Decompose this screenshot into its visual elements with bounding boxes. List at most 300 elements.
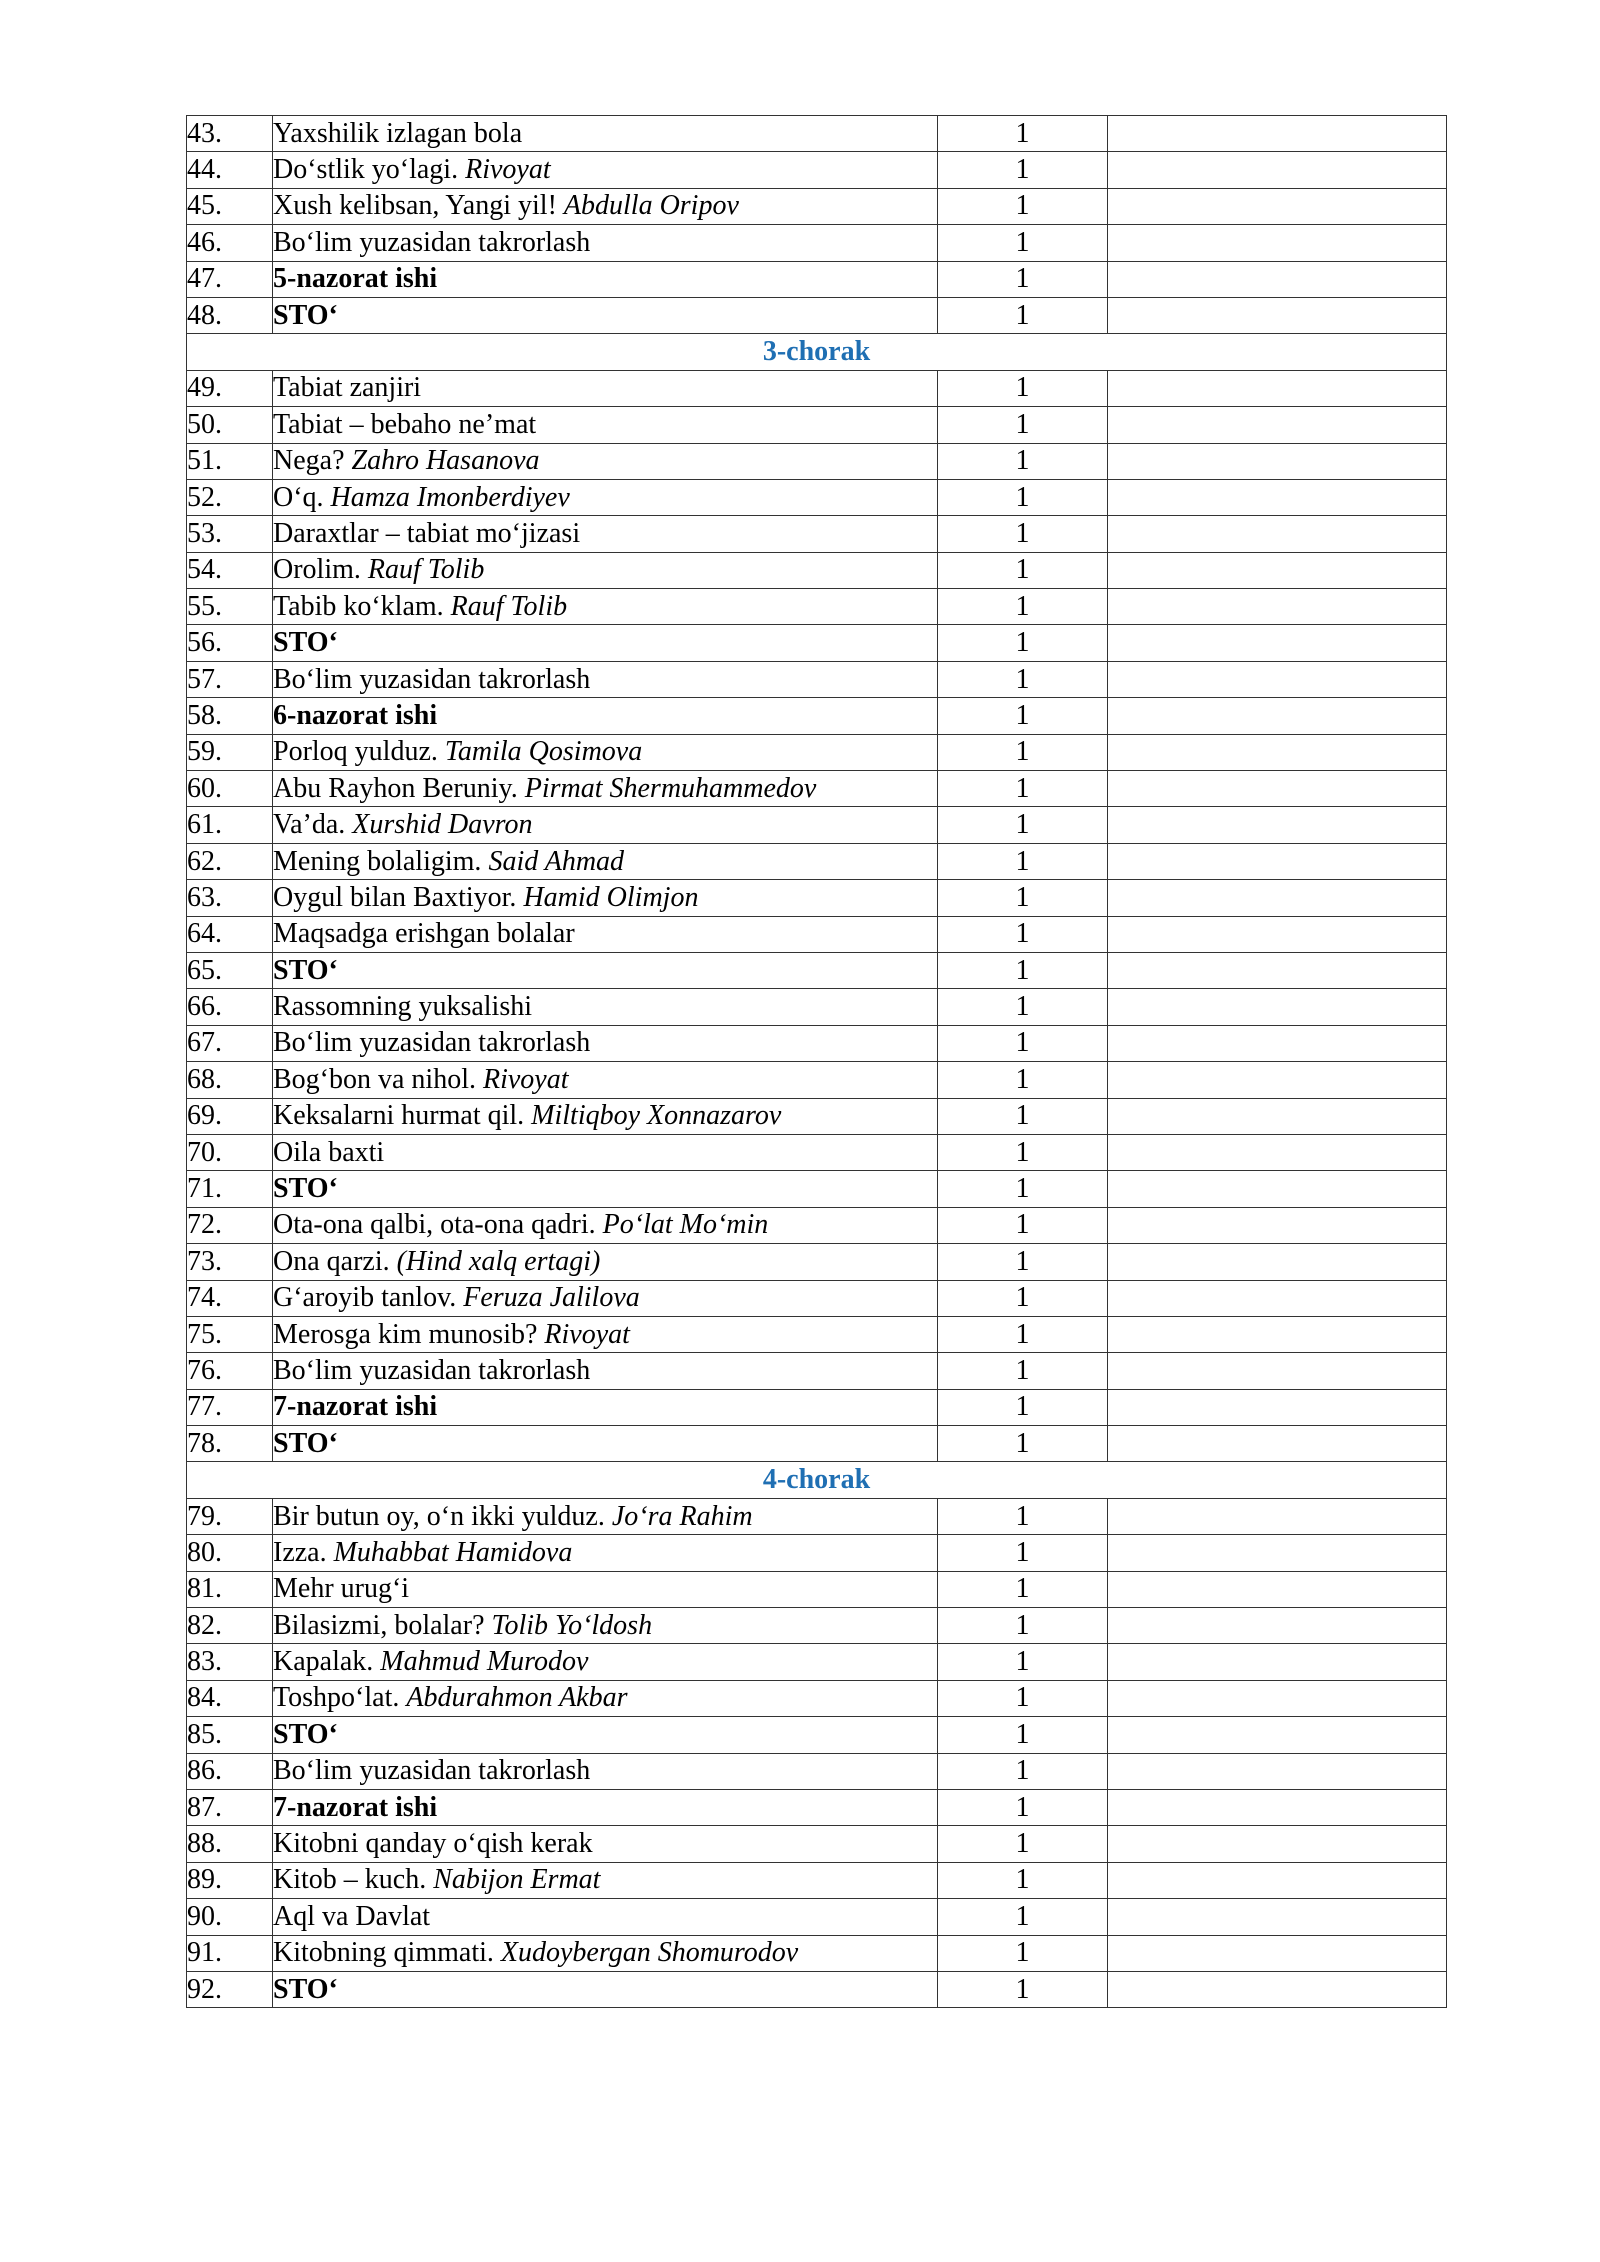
lesson-topic	[273, 843, 938, 879]
lesson-hours: 1	[938, 1426, 1108, 1462]
lesson-title: Kapalak.	[273, 1646, 374, 1678]
lesson-hours: 1	[938, 771, 1108, 807]
table-row	[187, 916, 1447, 952]
lesson-date-cell	[1108, 1862, 1447, 1898]
table-row	[187, 1244, 1447, 1280]
lesson-hours: 1	[938, 1280, 1108, 1316]
lesson-date-cell	[1108, 116, 1447, 152]
lesson-hours: 1	[938, 261, 1108, 297]
lesson-date-cell	[1108, 952, 1447, 988]
lesson-date-cell	[1108, 698, 1447, 734]
lesson-title: 7-nazorat ishi	[273, 1391, 438, 1423]
lesson-hours: 1	[938, 1025, 1108, 1061]
lesson-topic	[273, 698, 938, 734]
lesson-topic	[273, 1644, 938, 1680]
lesson-title: Bo‘lim yuzasidan takrorlash	[273, 226, 591, 258]
lesson-hours: 1	[938, 1062, 1108, 1098]
lesson-title: Daraxtlar – tabiat mo‘jizasi	[273, 517, 581, 549]
lesson-hours: 1	[938, 1899, 1108, 1935]
lesson-number: 75.	[187, 1316, 273, 1352]
lesson-hours: 1	[938, 916, 1108, 952]
lesson-number: 46.	[187, 225, 273, 261]
lesson-number: 50.	[187, 407, 273, 443]
lesson-title: Oygul bilan Baxtiyor.	[273, 881, 517, 913]
lesson-hours: 1	[938, 1171, 1108, 1207]
lesson-topic	[273, 589, 938, 625]
lesson-number: 45.	[187, 188, 273, 224]
lesson-topic	[273, 1789, 938, 1825]
lesson-author: Feruza Jalilova	[463, 1282, 640, 1314]
lesson-hours: 1	[938, 370, 1108, 406]
lesson-number: 60.	[187, 771, 273, 807]
lesson-plan-body	[187, 116, 1447, 2008]
table-row	[187, 698, 1447, 734]
table-row	[187, 1935, 1447, 1971]
lesson-number: 72.	[187, 1207, 273, 1243]
lesson-topic	[273, 1171, 938, 1207]
lesson-date-cell	[1108, 1935, 1447, 1971]
lesson-hours: 1	[938, 116, 1108, 152]
lesson-title: Nega?	[273, 445, 345, 477]
lesson-title: O‘q.	[273, 481, 324, 513]
lesson-topic	[273, 1571, 938, 1607]
lesson-topic	[273, 1862, 938, 1898]
lesson-title: Rassomning yuksalishi	[273, 991, 533, 1023]
lesson-topic	[273, 1025, 938, 1061]
lesson-topic	[273, 1280, 938, 1316]
lesson-hours: 1	[938, 479, 1108, 515]
table-row	[187, 407, 1447, 443]
table-row	[187, 370, 1447, 406]
lesson-author: Said Ahmad	[488, 845, 625, 877]
lesson-date-cell	[1108, 225, 1447, 261]
lesson-topic	[273, 297, 938, 333]
table-row	[187, 989, 1447, 1025]
lesson-date-cell	[1108, 771, 1447, 807]
table-row	[187, 807, 1447, 843]
table-row	[187, 1717, 1447, 1753]
lesson-title: 6-nazorat ishi	[273, 699, 438, 731]
lesson-author: Rauf Tolib	[450, 590, 568, 622]
lesson-date-cell	[1108, 516, 1447, 552]
lesson-date-cell	[1108, 734, 1447, 770]
table-row	[187, 625, 1447, 661]
lesson-date-cell	[1108, 1899, 1447, 1935]
lesson-author: Rivoyat	[483, 1063, 569, 1095]
lesson-title: Toshpo‘lat.	[273, 1682, 400, 1714]
table-row	[187, 661, 1447, 697]
lesson-topic	[273, 1389, 938, 1425]
lesson-topic	[273, 1134, 938, 1170]
table-row	[187, 1134, 1447, 1170]
table-row	[187, 479, 1447, 515]
lesson-title: Porloq yulduz.	[273, 736, 438, 768]
lesson-date-cell	[1108, 1571, 1447, 1607]
lesson-hours: 1	[938, 589, 1108, 625]
lesson-author: Tolib Yo‘ldosh	[491, 1609, 653, 1641]
table-row	[187, 443, 1447, 479]
lesson-number: 53.	[187, 516, 273, 552]
lesson-title: Keksalarni hurmat qil.	[273, 1100, 525, 1132]
lesson-number: 47.	[187, 261, 273, 297]
lesson-date-cell	[1108, 1353, 1447, 1389]
lesson-date-cell	[1108, 1826, 1447, 1862]
table-row	[187, 1862, 1447, 1898]
table-row	[187, 1025, 1447, 1061]
lesson-hours: 1	[938, 1134, 1108, 1170]
lesson-date-cell	[1108, 1316, 1447, 1352]
lesson-hours: 1	[938, 880, 1108, 916]
lesson-topic	[273, 952, 938, 988]
lesson-title: Kitobni qanday o‘qish kerak	[273, 1828, 593, 1860]
lesson-hours: 1	[938, 1971, 1108, 2007]
lesson-hours: 1	[938, 1935, 1108, 1971]
lesson-topic	[273, 989, 938, 1025]
table-row	[187, 297, 1447, 333]
lesson-title: Merosga kim munosib?	[273, 1318, 538, 1350]
lesson-title: Orolim.	[273, 554, 361, 586]
lesson-number: 84.	[187, 1680, 273, 1716]
lesson-hours: 1	[938, 661, 1108, 697]
table-row	[187, 1171, 1447, 1207]
lesson-number: 52.	[187, 479, 273, 515]
lesson-topic	[273, 1426, 938, 1462]
lesson-author: (Hind xalq ertagi)	[396, 1245, 601, 1277]
table-row	[187, 1535, 1447, 1571]
lesson-title: Maqsadga erishgan bolalar	[273, 918, 575, 950]
lesson-title: STO‘	[273, 627, 338, 659]
lesson-number: 68.	[187, 1062, 273, 1098]
lesson-number: 51.	[187, 443, 273, 479]
lesson-topic	[273, 152, 938, 188]
lesson-number: 44.	[187, 152, 273, 188]
lesson-number: 63.	[187, 880, 273, 916]
lesson-topic	[273, 661, 938, 697]
lesson-number: 58.	[187, 698, 273, 734]
lesson-number: 62.	[187, 843, 273, 879]
lesson-author: Jo‘ra Rahim	[611, 1500, 753, 1532]
table-row	[187, 225, 1447, 261]
lesson-title: Xush kelibsan, Yangi yil!	[273, 190, 557, 222]
lesson-number: 65.	[187, 952, 273, 988]
lesson-author: Abdurahmon Akbar	[406, 1682, 628, 1714]
lesson-topic	[273, 188, 938, 224]
lesson-number: 77.	[187, 1389, 273, 1425]
lesson-date-cell	[1108, 1680, 1447, 1716]
table-row	[187, 771, 1447, 807]
section-heading: 3-chorak	[187, 334, 1447, 370]
lesson-number: 56.	[187, 625, 273, 661]
lesson-hours: 1	[938, 698, 1108, 734]
lesson-date-cell	[1108, 1280, 1447, 1316]
section-heading-row	[187, 334, 1447, 370]
lesson-date-cell	[1108, 261, 1447, 297]
lesson-number: 67.	[187, 1025, 273, 1061]
lesson-topic	[273, 1207, 938, 1243]
lesson-topic	[273, 771, 938, 807]
table-row	[187, 1680, 1447, 1716]
lesson-hours: 1	[938, 1789, 1108, 1825]
table-row	[187, 1062, 1447, 1098]
table-row	[187, 734, 1447, 770]
lesson-number: 61.	[187, 807, 273, 843]
lesson-author: Pirmat Shermuhammedov	[524, 772, 817, 804]
lesson-title: Tabiat zanjiri	[273, 372, 422, 404]
lesson-author: Po‘lat Mo‘min	[602, 1209, 769, 1241]
lesson-author: Hamid Olimjon	[523, 881, 699, 913]
lesson-hours: 1	[938, 443, 1108, 479]
lesson-topic	[273, 552, 938, 588]
lesson-hours: 1	[938, 1717, 1108, 1753]
table-row	[187, 1826, 1447, 1862]
lesson-title: Kitobning qimmati.	[273, 1937, 494, 1969]
lesson-topic	[273, 1608, 938, 1644]
lesson-title: Bir butun oy, o‘n ikki yulduz.	[273, 1500, 605, 1532]
lesson-author: Hamza Imonberdiyev	[330, 481, 570, 513]
lesson-hours: 1	[938, 1389, 1108, 1425]
lesson-number: 88.	[187, 1826, 273, 1862]
lesson-topic	[273, 443, 938, 479]
lesson-title: 7-nazorat ishi	[273, 1791, 438, 1823]
lesson-title: Mehr urug‘i	[273, 1573, 410, 1605]
lesson-topic	[273, 261, 938, 297]
lesson-title: STO‘	[273, 1427, 338, 1459]
lesson-date-cell	[1108, 1098, 1447, 1134]
lesson-date-cell	[1108, 188, 1447, 224]
lesson-date-cell	[1108, 843, 1447, 879]
lesson-hours: 1	[938, 1353, 1108, 1389]
lesson-title: Aql va Davlat	[273, 1900, 431, 1932]
lesson-date-cell	[1108, 661, 1447, 697]
lesson-topic	[273, 1316, 938, 1352]
lesson-date-cell	[1108, 1498, 1447, 1534]
lesson-number: 73.	[187, 1244, 273, 1280]
lesson-title: Do‘stlik yo‘lagi.	[273, 154, 459, 186]
lesson-date-cell	[1108, 807, 1447, 843]
lesson-hours: 1	[938, 625, 1108, 661]
lesson-number: 86.	[187, 1753, 273, 1789]
lesson-title: STO‘	[273, 1173, 338, 1205]
table-row	[187, 1608, 1447, 1644]
lesson-number: 70.	[187, 1134, 273, 1170]
lesson-hours: 1	[938, 1608, 1108, 1644]
lesson-topic	[273, 516, 938, 552]
lesson-title: 5-nazorat ishi	[273, 263, 438, 295]
section-heading-row	[187, 1462, 1447, 1498]
lesson-date-cell	[1108, 1426, 1447, 1462]
lesson-title: STO‘	[273, 1718, 338, 1750]
lesson-hours: 1	[938, 1316, 1108, 1352]
lesson-number: 90.	[187, 1899, 273, 1935]
table-row	[187, 1316, 1447, 1352]
lesson-hours: 1	[938, 807, 1108, 843]
lesson-topic	[273, 1680, 938, 1716]
table-row	[187, 1789, 1447, 1825]
table-row	[187, 1426, 1447, 1462]
lesson-topic	[273, 1244, 938, 1280]
lesson-hours: 1	[938, 407, 1108, 443]
lesson-author: Zahro Hasanova	[351, 445, 540, 477]
section-heading: 4-chorak	[187, 1462, 1447, 1498]
lesson-hours: 1	[938, 1862, 1108, 1898]
table-row	[187, 188, 1447, 224]
lesson-number: 89.	[187, 1862, 273, 1898]
table-row	[187, 1389, 1447, 1425]
lesson-hours: 1	[938, 1244, 1108, 1280]
lesson-date-cell	[1108, 1717, 1447, 1753]
lesson-number: 74.	[187, 1280, 273, 1316]
lesson-author: Abdulla Oripov	[563, 190, 739, 222]
lesson-title: Izza.	[273, 1536, 327, 1568]
lesson-title: Kitob – kuch.	[273, 1864, 427, 1896]
lesson-number: 57.	[187, 661, 273, 697]
lesson-title: Ona qarzi.	[273, 1245, 390, 1277]
lesson-hours: 1	[938, 516, 1108, 552]
table-row	[187, 261, 1447, 297]
table-row	[187, 880, 1447, 916]
lesson-hours: 1	[938, 1571, 1108, 1607]
lesson-author: Xudoybergan Shomurodov	[500, 1937, 799, 1969]
lesson-topic	[273, 370, 938, 406]
lesson-title: STO‘	[273, 299, 338, 331]
lesson-topic	[273, 916, 938, 952]
lesson-number: 80.	[187, 1535, 273, 1571]
table-row	[187, 589, 1447, 625]
lesson-number: 64.	[187, 916, 273, 952]
lesson-date-cell	[1108, 1608, 1447, 1644]
lesson-topic	[273, 1062, 938, 1098]
lesson-date-cell	[1108, 1971, 1447, 2007]
lesson-author: Muhabbat Hamidova	[333, 1536, 573, 1568]
lesson-date-cell	[1108, 1244, 1447, 1280]
lesson-hours: 1	[938, 1826, 1108, 1862]
lesson-topic	[273, 225, 938, 261]
lesson-topic	[273, 1971, 938, 2007]
lesson-number: 71.	[187, 1171, 273, 1207]
lesson-title: Ota-ona qalbi, ota-ona qadri.	[273, 1209, 596, 1241]
lesson-author: Xurshid Davron	[352, 809, 533, 841]
table-row	[187, 1899, 1447, 1935]
lesson-number: 76.	[187, 1353, 273, 1389]
lesson-topic	[273, 734, 938, 770]
lesson-date-cell	[1108, 443, 1447, 479]
lesson-date-cell	[1108, 1171, 1447, 1207]
lesson-date-cell	[1108, 880, 1447, 916]
table-row	[187, 1207, 1447, 1243]
lesson-hours: 1	[938, 952, 1108, 988]
lesson-hours: 1	[938, 188, 1108, 224]
lesson-number: 85.	[187, 1717, 273, 1753]
lesson-author: Nabijon Ermat	[433, 1864, 601, 1896]
lesson-author: Rivoyat	[544, 1318, 630, 1350]
lesson-topic	[273, 1717, 938, 1753]
lesson-date-cell	[1108, 1025, 1447, 1061]
lesson-topic	[273, 1353, 938, 1389]
lesson-number: 83.	[187, 1644, 273, 1680]
lesson-date-cell	[1108, 1753, 1447, 1789]
lesson-title: Yaxshilik izlagan bola	[273, 117, 523, 149]
lesson-number: 54.	[187, 552, 273, 588]
lesson-date-cell	[1108, 370, 1447, 406]
lesson-topic	[273, 1935, 938, 1971]
lesson-date-cell	[1108, 1207, 1447, 1243]
lesson-topic	[273, 407, 938, 443]
lesson-date-cell	[1108, 589, 1447, 625]
lesson-number: 66.	[187, 989, 273, 1025]
lesson-topic	[273, 1753, 938, 1789]
table-row	[187, 1571, 1447, 1607]
lesson-title: Bo‘lim yuzasidan takrorlash	[273, 1755, 591, 1787]
lesson-number: 91.	[187, 1935, 273, 1971]
lesson-date-cell	[1108, 479, 1447, 515]
lesson-topic	[273, 479, 938, 515]
lesson-title: Bo‘lim yuzasidan takrorlash	[273, 663, 591, 695]
lesson-topic	[273, 1826, 938, 1862]
lesson-hours: 1	[938, 1753, 1108, 1789]
lesson-plan-table	[186, 115, 1447, 2008]
lesson-title: Bo‘lim yuzasidan takrorlash	[273, 1027, 591, 1059]
lesson-hours: 1	[938, 1207, 1108, 1243]
lesson-topic	[273, 807, 938, 843]
lesson-number: 81.	[187, 1571, 273, 1607]
lesson-date-cell	[1108, 1644, 1447, 1680]
lesson-date-cell	[1108, 625, 1447, 661]
table-row	[187, 516, 1447, 552]
lesson-title: Bo‘lim yuzasidan takrorlash	[273, 1354, 591, 1386]
lesson-author: Rauf Tolib	[367, 554, 485, 586]
lesson-title: Tabiat – bebaho ne’mat	[273, 408, 537, 440]
lesson-date-cell	[1108, 989, 1447, 1025]
lesson-hours: 1	[938, 1498, 1108, 1534]
lesson-date-cell	[1108, 1134, 1447, 1170]
lesson-topic	[273, 1098, 938, 1134]
lesson-date-cell	[1108, 152, 1447, 188]
lesson-title: Bilasizmi, bolalar?	[273, 1609, 485, 1641]
lesson-hours: 1	[938, 989, 1108, 1025]
table-row	[187, 952, 1447, 988]
lesson-number: 69.	[187, 1098, 273, 1134]
lesson-topic	[273, 1498, 938, 1534]
lesson-number: 48.	[187, 297, 273, 333]
lesson-topic	[273, 625, 938, 661]
lesson-hours: 1	[938, 297, 1108, 333]
lesson-hours: 1	[938, 1644, 1108, 1680]
table-row	[187, 1353, 1447, 1389]
lesson-title: Va’da.	[273, 809, 346, 841]
lesson-number: 82.	[187, 1608, 273, 1644]
lesson-hours: 1	[938, 552, 1108, 588]
lesson-date-cell	[1108, 916, 1447, 952]
lesson-topic	[273, 1899, 938, 1935]
lesson-topic	[273, 880, 938, 916]
lesson-hours: 1	[938, 843, 1108, 879]
lesson-date-cell	[1108, 1535, 1447, 1571]
lesson-number: 78.	[187, 1426, 273, 1462]
lesson-title: Mening bolaligim.	[273, 845, 482, 877]
lesson-date-cell	[1108, 297, 1447, 333]
lesson-title: Abu Rayhon Beruniy.	[273, 772, 518, 804]
table-row	[187, 552, 1447, 588]
lesson-date-cell	[1108, 1789, 1447, 1825]
lesson-hours: 1	[938, 152, 1108, 188]
table-row	[187, 1753, 1447, 1789]
lesson-title: Bog‘bon va nihol.	[273, 1063, 476, 1095]
table-row	[187, 1644, 1447, 1680]
lesson-hours: 1	[938, 734, 1108, 770]
table-row	[187, 1280, 1447, 1316]
table-row	[187, 1098, 1447, 1134]
lesson-hours: 1	[938, 225, 1108, 261]
